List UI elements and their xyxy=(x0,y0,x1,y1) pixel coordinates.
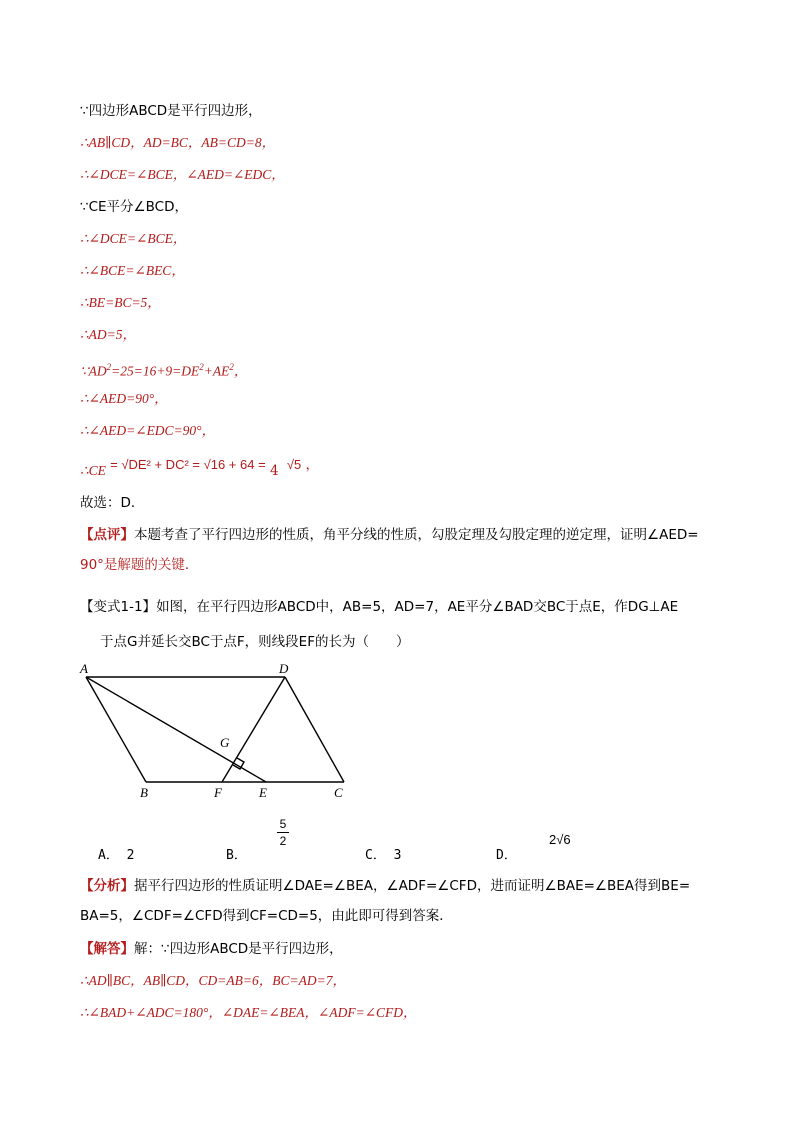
answer-text-1: 解：∵四边形ABCD是平行四边形， xyxy=(134,941,343,957)
analysis-tag: 【分析】 xyxy=(80,878,134,894)
comment-tag: 【点评】 xyxy=(80,527,134,543)
segment-ae xyxy=(86,677,266,782)
label-d: D xyxy=(279,661,289,676)
superscript: 2 xyxy=(106,362,112,372)
variant-tag: 【变式1-1】 xyxy=(80,599,157,615)
superscript: 2 xyxy=(199,362,204,372)
edge-ab xyxy=(86,677,146,782)
fraction-bar xyxy=(277,832,289,833)
option-b-numerator: 5 xyxy=(279,817,287,831)
line-11: ∴∠AED=∠EDC=90°， xyxy=(80,423,216,438)
line-9 xyxy=(80,357,247,382)
line-12-comma: ， xyxy=(305,457,320,473)
line-9-part-b: =25=16+9=DE xyxy=(111,363,200,379)
line-7: ∴BE=BC=5， xyxy=(80,295,161,310)
line-3: ∴∠DCE=∠BCE，∠AED=∠EDC， xyxy=(80,167,285,182)
comment-line-1 xyxy=(80,525,699,545)
option-a-value: 2 xyxy=(126,848,135,863)
line-10: ∴∠AED=90°， xyxy=(80,391,168,406)
answer-tag: 【解答】 xyxy=(80,941,134,957)
line-9-part-d: ， xyxy=(233,363,248,379)
line-2: ∴AB∥CD，AD=BC，AB=CD=8， xyxy=(80,135,276,150)
edge-dc xyxy=(285,677,344,782)
label-a: A xyxy=(80,661,88,676)
variant-line-2: 于点G并延长交BC于点F，则线段EF的长为（ ） xyxy=(100,634,410,650)
option-a-label: A． xyxy=(98,848,119,863)
line-13: 故选：D． xyxy=(80,495,145,511)
variant-line-1 xyxy=(80,597,678,617)
line-12-coef: 4 xyxy=(269,463,279,479)
line-1: ∵四边形ABCD是平行四边形， xyxy=(80,103,262,119)
option-d-label: D． xyxy=(496,848,517,863)
analysis-text-1: 据平行四边形的性质证明∠DAE=∠BEA，∠ADF=∠CFD，进而证明∠BAE=∠BEA得到BE= xyxy=(134,878,691,894)
variant-text-1: 如图，在平行四边形ABCD中，AB=5，AD=7，AE平分∠BAD交BC于点E，作DG⊥AE xyxy=(156,599,679,615)
option-b-denominator: 2 xyxy=(279,834,287,848)
line-9-part-a: ∵AD xyxy=(80,363,107,379)
comment-line-2: 90°是解题的关键． xyxy=(80,557,199,573)
label-f: F xyxy=(214,785,222,800)
answer-line-1 xyxy=(80,939,343,959)
right-angle-mark xyxy=(233,758,244,769)
answer-line-3: ∴∠BAD+∠ADC=180°，∠DAE=∠BEA，∠ADF=∠CFD， xyxy=(80,1005,417,1020)
line-9-part-c: +AE xyxy=(203,363,230,379)
line-6: ∴∠BCE=∠BEC， xyxy=(80,263,185,278)
superscript: 2 xyxy=(229,362,234,372)
line-12-ce: ∴CE xyxy=(80,463,106,478)
analysis-line-2: BA=5，∠CDF=∠CFD得到CF=CD=5，由此即可得到答案． xyxy=(80,908,453,924)
option-b-fraction xyxy=(276,817,290,848)
line-12-root: √5 xyxy=(286,457,302,472)
option-d[interactable] xyxy=(496,844,517,863)
analysis-line-1 xyxy=(80,876,690,896)
line-12 xyxy=(80,455,320,479)
option-a[interactable] xyxy=(98,844,134,863)
label-e: E xyxy=(259,785,267,800)
segment-df xyxy=(222,677,285,782)
line-12-formula: = √DE² + DC² = √16 + 64 = xyxy=(110,457,266,472)
option-c[interactable] xyxy=(365,844,401,863)
line-8: ∴AD=5， xyxy=(80,327,136,342)
option-c-label: C． xyxy=(365,848,386,863)
line-4: ∵CE平分∠BCD， xyxy=(80,199,188,215)
answer-line-2: ∴AD∥BC，AB∥CD，CD=AB=6，BC=AD=7， xyxy=(80,973,346,988)
line-5: ∴∠DCE=∠BCE， xyxy=(80,231,187,246)
option-c-value: 3 xyxy=(393,848,402,863)
option-d-value: 2√6 xyxy=(549,832,571,847)
comment-text-1: 本题考查了平行四边形的性质，角平分线的性质，勾股定理及勾股定理的逆定理，证明∠AED= xyxy=(134,527,699,543)
label-g: G xyxy=(220,735,230,750)
option-b-label: B． xyxy=(226,848,247,863)
option-b[interactable] xyxy=(226,844,247,863)
label-c: C xyxy=(334,785,343,800)
label-b: B xyxy=(140,785,148,800)
